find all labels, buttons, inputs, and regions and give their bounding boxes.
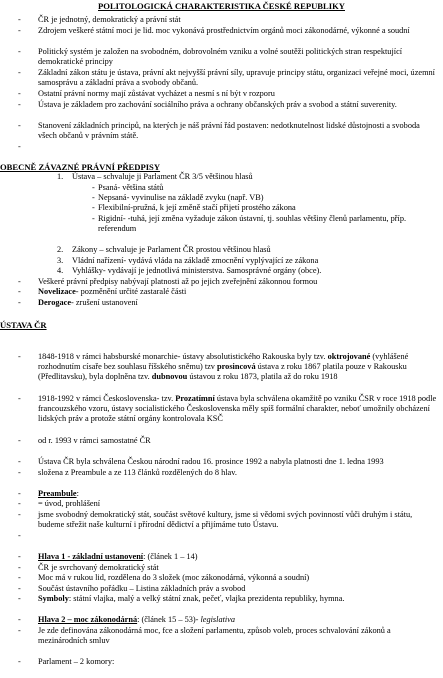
sub-item: - Nepsaná- vyvinulise na základě zvyku (např. VB) (92, 193, 264, 202)
preamble-heading (38, 489, 439, 499)
list-item (38, 594, 439, 604)
bullet: - (18, 531, 21, 540)
numbered-item (57, 266, 439, 276)
text-run: 1918-1992 v rámci Československa- tzv. (38, 394, 176, 403)
bullet: - (18, 552, 21, 561)
numbered-item (57, 256, 439, 266)
emphasis: Hlava 2 – moc zákonodárná (38, 615, 138, 624)
text-run: ústava byla schválena okamžitě po vzniku ČSR v roce 1918 podle francouzského vzoru, ústavy socialistického Československa měly spíš formální charakter, neboť umožnily obcházení lidských práv a protože státní orgány kontrolovala KSČ (38, 394, 437, 424)
term-definition: - zrušení ustanovení (71, 298, 138, 307)
history-item: od r. 1993 v rámci samostatné ČR (38, 436, 151, 445)
sub-item: - Flexibilní-pružná, k její změně stačí přijetí prostého zákona (92, 203, 296, 212)
italic-term: legislativa (200, 615, 236, 624)
list-item: Základní zákon státu je ústava, právní akt nejvyšší právní síly, upravuje principy státu, organizaci veřejné moci, územní samosprávu a základní práva a svobody občanů. (38, 68, 435, 88)
sub-item-text: Psaná- většina států (98, 183, 164, 192)
list-item: Součást ústavního pořádku – Listina základních práv a svobod (38, 584, 246, 593)
page-title: POLITOLOGICKÁ CHARAKTERISTIKA ČESKÉ REPUBLIKY (98, 1, 345, 11)
sub-item-text: Flexibilní-pružná, k její změně stačí přijetí prostého zákona (98, 203, 296, 212)
emphasis: Prozatímní (175, 394, 215, 403)
sub-item-text: Nepsaná- vyvinulise na základě zvyku (např. VB) (98, 193, 264, 202)
bullet: - (18, 394, 21, 403)
list-item: ČR je jednotný, demokratický a právní stát (38, 15, 181, 24)
emphasis: prosincová (217, 362, 256, 372)
item-number: 4. (57, 266, 64, 275)
item-number: 3. (57, 256, 64, 265)
numbered-item (57, 172, 439, 182)
term-label: Derogace (38, 298, 72, 307)
emphasis: Hlava 1 - základní ustanovení (38, 552, 144, 561)
bullet: - (18, 657, 21, 666)
numbered-item-text: Vyhlášky- vydávají je jednotlivá ministerstva. Samosprávné orgány (obce). (72, 266, 322, 275)
bullet: - (18, 47, 21, 56)
text-run: : (76, 489, 79, 498)
list-item: Zdrojem veškeré státní moci je lid. moc vykonává prostřednictvím orgánů moci zákonodárné, výkonné a soudní (38, 26, 410, 35)
text-run: : (článek 1 – 14) (143, 552, 198, 561)
list-item: Stanovení základních principů, na kterých je náš právní řád postaven: nedotknutelnost lidské důstojnosti a svoboda všech občanů v právním státě. (38, 121, 420, 141)
item-number: 1. (57, 172, 64, 181)
term-label: Novelizace (38, 287, 76, 296)
bullet: - (18, 15, 21, 24)
bullet: - (18, 100, 21, 109)
numbered-item (57, 245, 439, 255)
sub-item-text: Rigidní- -tuhá, její změna vyžaduje zákon ústavní, tj. souhlas většiny členů parlamentu, příp. referendum (98, 214, 407, 234)
list-item: Moc má v rukou lid, rozdělena do 3 složek (moc zákonodárná, výkonná a soudní) (38, 573, 310, 582)
numbered-item-text: Vládní nařízení- vydává vláda na základě zmocnění vyplývající ze zákona (72, 256, 319, 265)
emphasis: Preambule (38, 489, 77, 498)
list-item: ČR je svrchovaný demokratický stát (38, 563, 159, 572)
bullet: - (18, 499, 21, 508)
list-item: Parlament – 2 komory: (38, 657, 115, 666)
bullet: - (18, 510, 21, 519)
emphasis: dubnovou (151, 372, 188, 382)
bullet: - (18, 121, 21, 130)
bullet: - (18, 626, 21, 635)
list-item (38, 287, 439, 297)
bullet: - (18, 26, 21, 35)
chapter-heading (38, 615, 439, 625)
bullet: - (18, 615, 21, 624)
list-item: Je zde definována zákonodárná moc, fce a složení parlamentu, způsob voleb, proces schvalování zákonů a mezinárodních smluv (38, 626, 391, 646)
text-run: : (článek 15 – 53)- (137, 615, 201, 624)
chapter-heading (38, 552, 439, 562)
bullet: - (18, 352, 21, 361)
bullet: - (18, 287, 21, 296)
text-run: ústavou z roku 1873, platila až do roku 1918 (187, 372, 338, 382)
text-run: ústava z roku 1867 platila pouze v Rakousku (Předlitavsku), byla doplněna tzv. (38, 362, 407, 382)
emphasis: Symboly (38, 594, 69, 603)
text-run: 1848-1918 v rámci habsburské monarchie- ústavy absolutistického Rakouska byly tzv. (38, 352, 328, 361)
bullet: - (18, 573, 21, 582)
numbered-item-text: Ústava – schvaluje ji Parlament ČR 3/5 většinou hlasů (72, 172, 253, 181)
history-item (38, 352, 439, 382)
section-heading-ustava: ÚSTAVA ČR (0, 320, 47, 330)
list-item (38, 298, 439, 308)
list-item: jsme svobodný demokratický stát, součást světové kultury, jsme si vědomi svých povinností vůči druhým i státu, budeme střežit naše kulturní i přírodní dědictví a přijímáme tuto Ústavu. (38, 510, 413, 530)
text-run: (vyhlášené rozhodnutím císaře bez souhlasu říšského sněmu) tzv (38, 352, 409, 372)
list-item: Ostatní právní normy mají zůstávat vycházet a nesmí s ní být v rozporu (38, 89, 275, 98)
bullet: - (18, 298, 21, 307)
sub-item: - Rigidní- -tuhá, její změna vyžaduje zákon ústavní, tj. souhlas většiny členů parlamentu, příp. referendum (92, 214, 407, 234)
numbered-item-text: Zákony – schvaluje je Parlament ČR prostou většinou hlasů (72, 245, 271, 254)
list-item: Politický systém je založen na svobodném, dobrovolném vzniku a volné soutěži politických stran respektující demokratické principy (38, 47, 403, 67)
text-run: : státní vlajka, malý a velký státní znak, pečeť, vlajka prezidenta republiky, hymna. (68, 594, 345, 603)
bullet: - (18, 584, 21, 593)
sub-item: - Psaná- většina států (92, 183, 164, 192)
bullet: - (18, 89, 21, 98)
bullet: - (18, 563, 21, 572)
bullet: - (18, 277, 21, 286)
bullet: - (18, 468, 21, 477)
item-number: 2. (57, 245, 64, 254)
emphasis: oktrojované (327, 352, 371, 361)
bullet: - (18, 489, 21, 498)
list-item: Veškeré právní předpisy nabývají platnosti až po jejich zveřejnění zákonnou formou (38, 277, 318, 286)
list-item: Ústava je základem pro zachování sociálního práva a ochrany občanských práv a svobod a státní suverenity. (38, 100, 397, 109)
bullet: - (18, 457, 21, 466)
bullet: - (18, 436, 21, 445)
list-item: = úvod, prohlášení (38, 499, 101, 508)
bullet: - (18, 142, 21, 151)
list-item: Ústava ČR byla schválena Českou národní radou 16. prosince 1992 a nabyla platnosti dne 1. ledna 1993 (38, 457, 384, 466)
history-item (38, 394, 439, 424)
list-item: složena z Preambule a ze 113 článků rozdělených do 8 hlav. (38, 468, 237, 477)
bullet: - (18, 594, 21, 603)
section-heading-predpisy: OBECNĚ ZÁVAZNÉ PRÁVNÍ PŘEDPISY (0, 162, 161, 172)
term-definition: - pozměnění určité zastaralé části (75, 287, 187, 296)
bullet: - (18, 68, 21, 77)
